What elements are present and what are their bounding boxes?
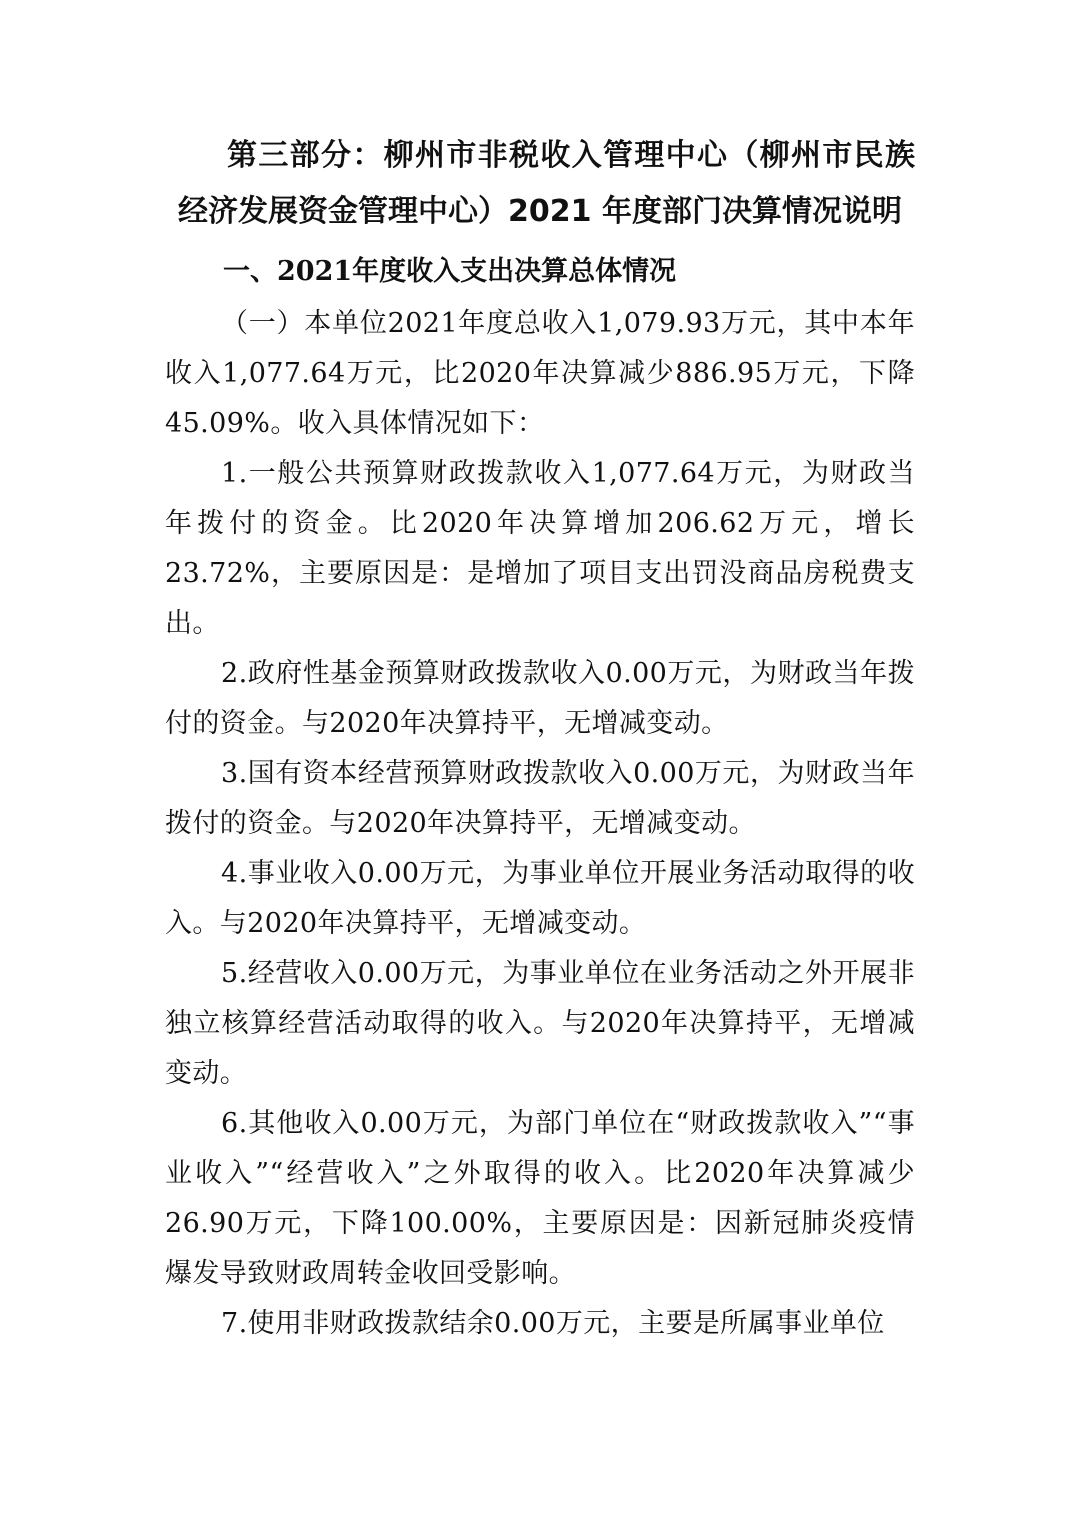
- paragraph-government-fund-income: 2.政府性基金预算财政拨款收入0.00万元，为财政当年拨付的资金。与2020年决算持平，无增减变动。: [165, 658, 915, 739]
- paragraph-general-budget-income: 1.一般公共预算财政拨款收入1,077.64万元，为财政当年拨付的资金。比2020年决算增加206.62万元，增长23.72%，主要原因是：是增加了项目支出罚没商品房税费支出。: [165, 458, 915, 639]
- paragraph-other-income: 6.其他收入0.00万元，为部门单位在“财政拨款收入”“事业收入”“经营收入”之外取得的收入。比2020年决算减少26.90万元，下降100.00%，主要原因是：因新冠肺炎疫情爆发导致财政周转金收回受影响。: [165, 1108, 915, 1289]
- paragraph-operating-income: 5.经营收入0.00万元，为事业单位在业务活动之外开展非独立核算经营活动取得的收入。与2020年决算持平，无增减变动。: [165, 958, 915, 1089]
- document-body: [165, 128, 915, 1349]
- paragraph-state-capital-income: 3.国有资本经营预算财政拨款收入0.00万元，为财政当年拨付的资金。与2020年决算持平，无增减变动。: [165, 758, 915, 839]
- paragraph-non-fiscal-balance: 7.使用非财政拨款结余0.00万元，主要是所属事业单位: [221, 1308, 885, 1339]
- paragraph-total-income: （一）本单位2021年度总收入1,079.93万元，其中本年收入1,077.64万元，比2020年决算减少886.95万元，下降45.09%。收入具体情况如下：: [165, 308, 915, 439]
- section-heading: 一、2021年度收入支出决算总体情况: [223, 256, 677, 287]
- document-title: 第三部分：柳州市非税收入管理中心（柳州市民族经济发展资金管理中心）2021 年度部门决算情况说明: [178, 138, 915, 229]
- paragraph-business-income: 4.事业收入0.00万元，为事业单位开展业务活动取得的收入。与2020年决算持平，无增减变动。: [165, 858, 915, 939]
